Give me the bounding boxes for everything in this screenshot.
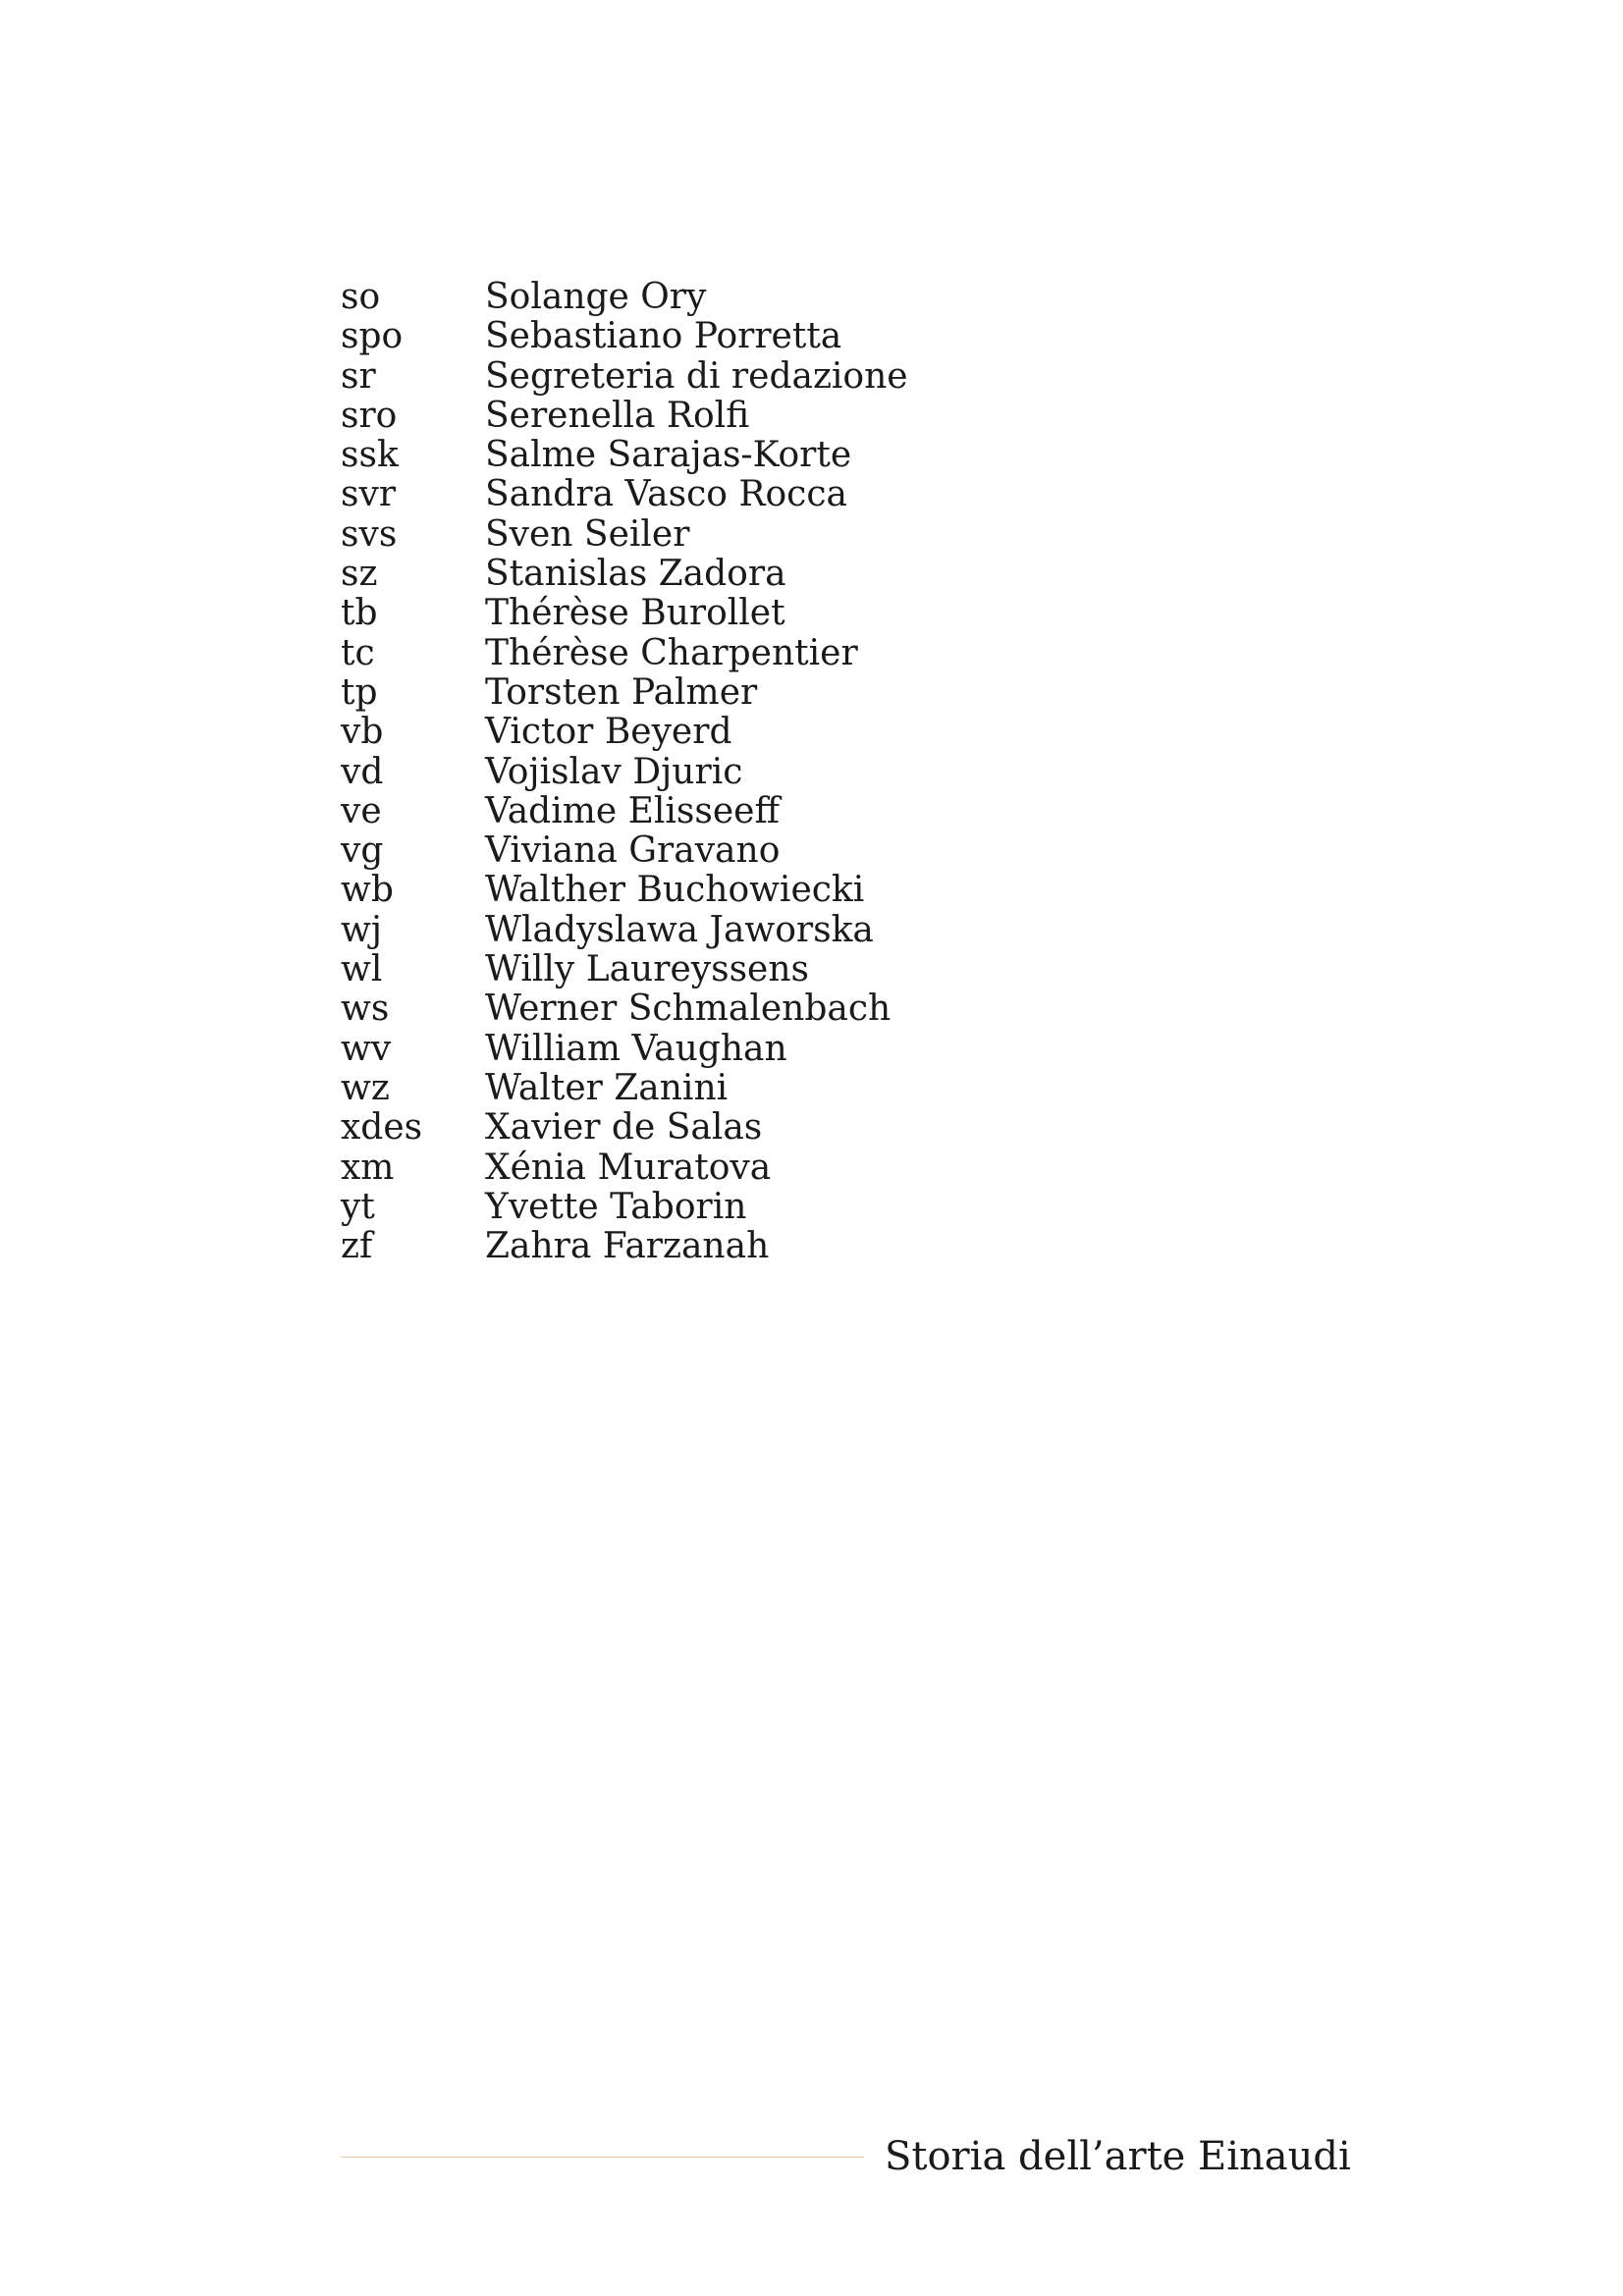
footer-title: Storia dell’arte Einaudi xyxy=(885,2134,1351,2179)
author-name: Xénia Muratova xyxy=(485,1147,772,1188)
abbreviation-code: vb xyxy=(341,712,384,753)
list-item xyxy=(341,831,908,871)
author-name: Wladyslawa Jaworska xyxy=(485,909,874,950)
abbreviation-code: tc xyxy=(341,632,375,673)
abbreviation-code: sro xyxy=(341,395,398,436)
author-name: William Vaughan xyxy=(485,1028,787,1069)
author-name: Stanislas Zadora xyxy=(485,554,786,595)
author-name: Walther Buchowiecki xyxy=(485,870,865,911)
abbreviation-code: yt xyxy=(341,1186,375,1227)
list-item xyxy=(341,397,908,436)
abbreviation-list xyxy=(341,278,908,1266)
list-item xyxy=(341,1148,908,1188)
author-name: Thérèse Burollet xyxy=(485,593,785,634)
list-item xyxy=(341,317,908,356)
author-name: Sebastiano Porretta xyxy=(485,316,842,357)
author-name: Torsten Palmer xyxy=(485,671,758,713)
author-name: Solange Ory xyxy=(485,277,707,317)
page-footer xyxy=(341,2132,1351,2181)
author-name: Thérèse Charpentier xyxy=(485,632,858,673)
author-name: Sven Seiler xyxy=(485,513,690,555)
abbreviation-code: ve xyxy=(341,790,382,831)
abbreviation-code: svs xyxy=(341,513,398,555)
author-name: Viviana Gravano xyxy=(485,830,781,872)
list-item xyxy=(341,555,908,594)
list-item xyxy=(341,475,908,514)
list-item xyxy=(341,1188,908,1227)
list-item xyxy=(341,792,908,831)
list-item xyxy=(341,436,908,475)
author-name: Vojislav Djuric xyxy=(485,751,743,792)
author-name: Salme Sarajas-Korte xyxy=(485,435,852,476)
list-item xyxy=(341,1227,908,1266)
list-item xyxy=(341,950,908,989)
list-item xyxy=(341,911,908,950)
abbreviation-code: tp xyxy=(341,671,378,713)
author-name: Segreteria di redazione xyxy=(485,355,908,397)
abbreviation-code: wl xyxy=(341,949,383,990)
author-name: Zahra Farzanah xyxy=(485,1226,770,1267)
abbreviation-code: sr xyxy=(341,355,376,397)
list-item xyxy=(341,515,908,555)
list-item xyxy=(341,1069,908,1108)
abbreviation-code: spo xyxy=(341,316,404,357)
abbreviation-code: wv xyxy=(341,1028,392,1069)
list-item xyxy=(341,634,908,673)
abbreviation-code: ws xyxy=(341,988,390,1030)
abbreviation-code: wb xyxy=(341,870,394,911)
footer-rule xyxy=(341,2157,864,2158)
list-item xyxy=(341,989,908,1029)
author-name: Willy Laureyssens xyxy=(485,949,810,990)
list-item xyxy=(341,594,908,633)
list-item xyxy=(341,357,908,397)
author-name: Walter Zanini xyxy=(485,1067,729,1108)
author-name: Victor Beyerd xyxy=(485,712,732,753)
author-name: Xavier de Salas xyxy=(485,1107,763,1148)
list-item xyxy=(341,278,908,317)
author-name: Vadime Elisseeff xyxy=(485,790,781,831)
list-item xyxy=(341,753,908,792)
abbreviation-code: zf xyxy=(341,1226,373,1267)
list-item xyxy=(341,673,908,713)
abbreviation-code: xm xyxy=(341,1147,395,1188)
author-name: Werner Schmalenbach xyxy=(485,988,892,1030)
list-item xyxy=(341,1108,908,1148)
author-name: Yvette Taborin xyxy=(485,1186,747,1227)
abbreviation-code: svr xyxy=(341,474,397,515)
list-item xyxy=(341,713,908,752)
abbreviation-code: tb xyxy=(341,593,378,634)
abbreviation-code: wj xyxy=(341,909,382,950)
author-name: Serenella Rolfi xyxy=(485,395,750,436)
abbreviation-code: wz xyxy=(341,1067,390,1108)
abbreviation-code: xdes xyxy=(341,1107,423,1148)
list-item xyxy=(341,1030,908,1069)
abbreviation-code: vd xyxy=(341,751,384,792)
author-name: Sandra Vasco Rocca xyxy=(485,474,847,515)
list-item xyxy=(341,871,908,910)
abbreviation-code: so xyxy=(341,277,381,317)
abbreviation-code: ssk xyxy=(341,435,399,476)
abbreviation-code: vg xyxy=(341,830,384,872)
abbreviation-code: sz xyxy=(341,554,378,595)
